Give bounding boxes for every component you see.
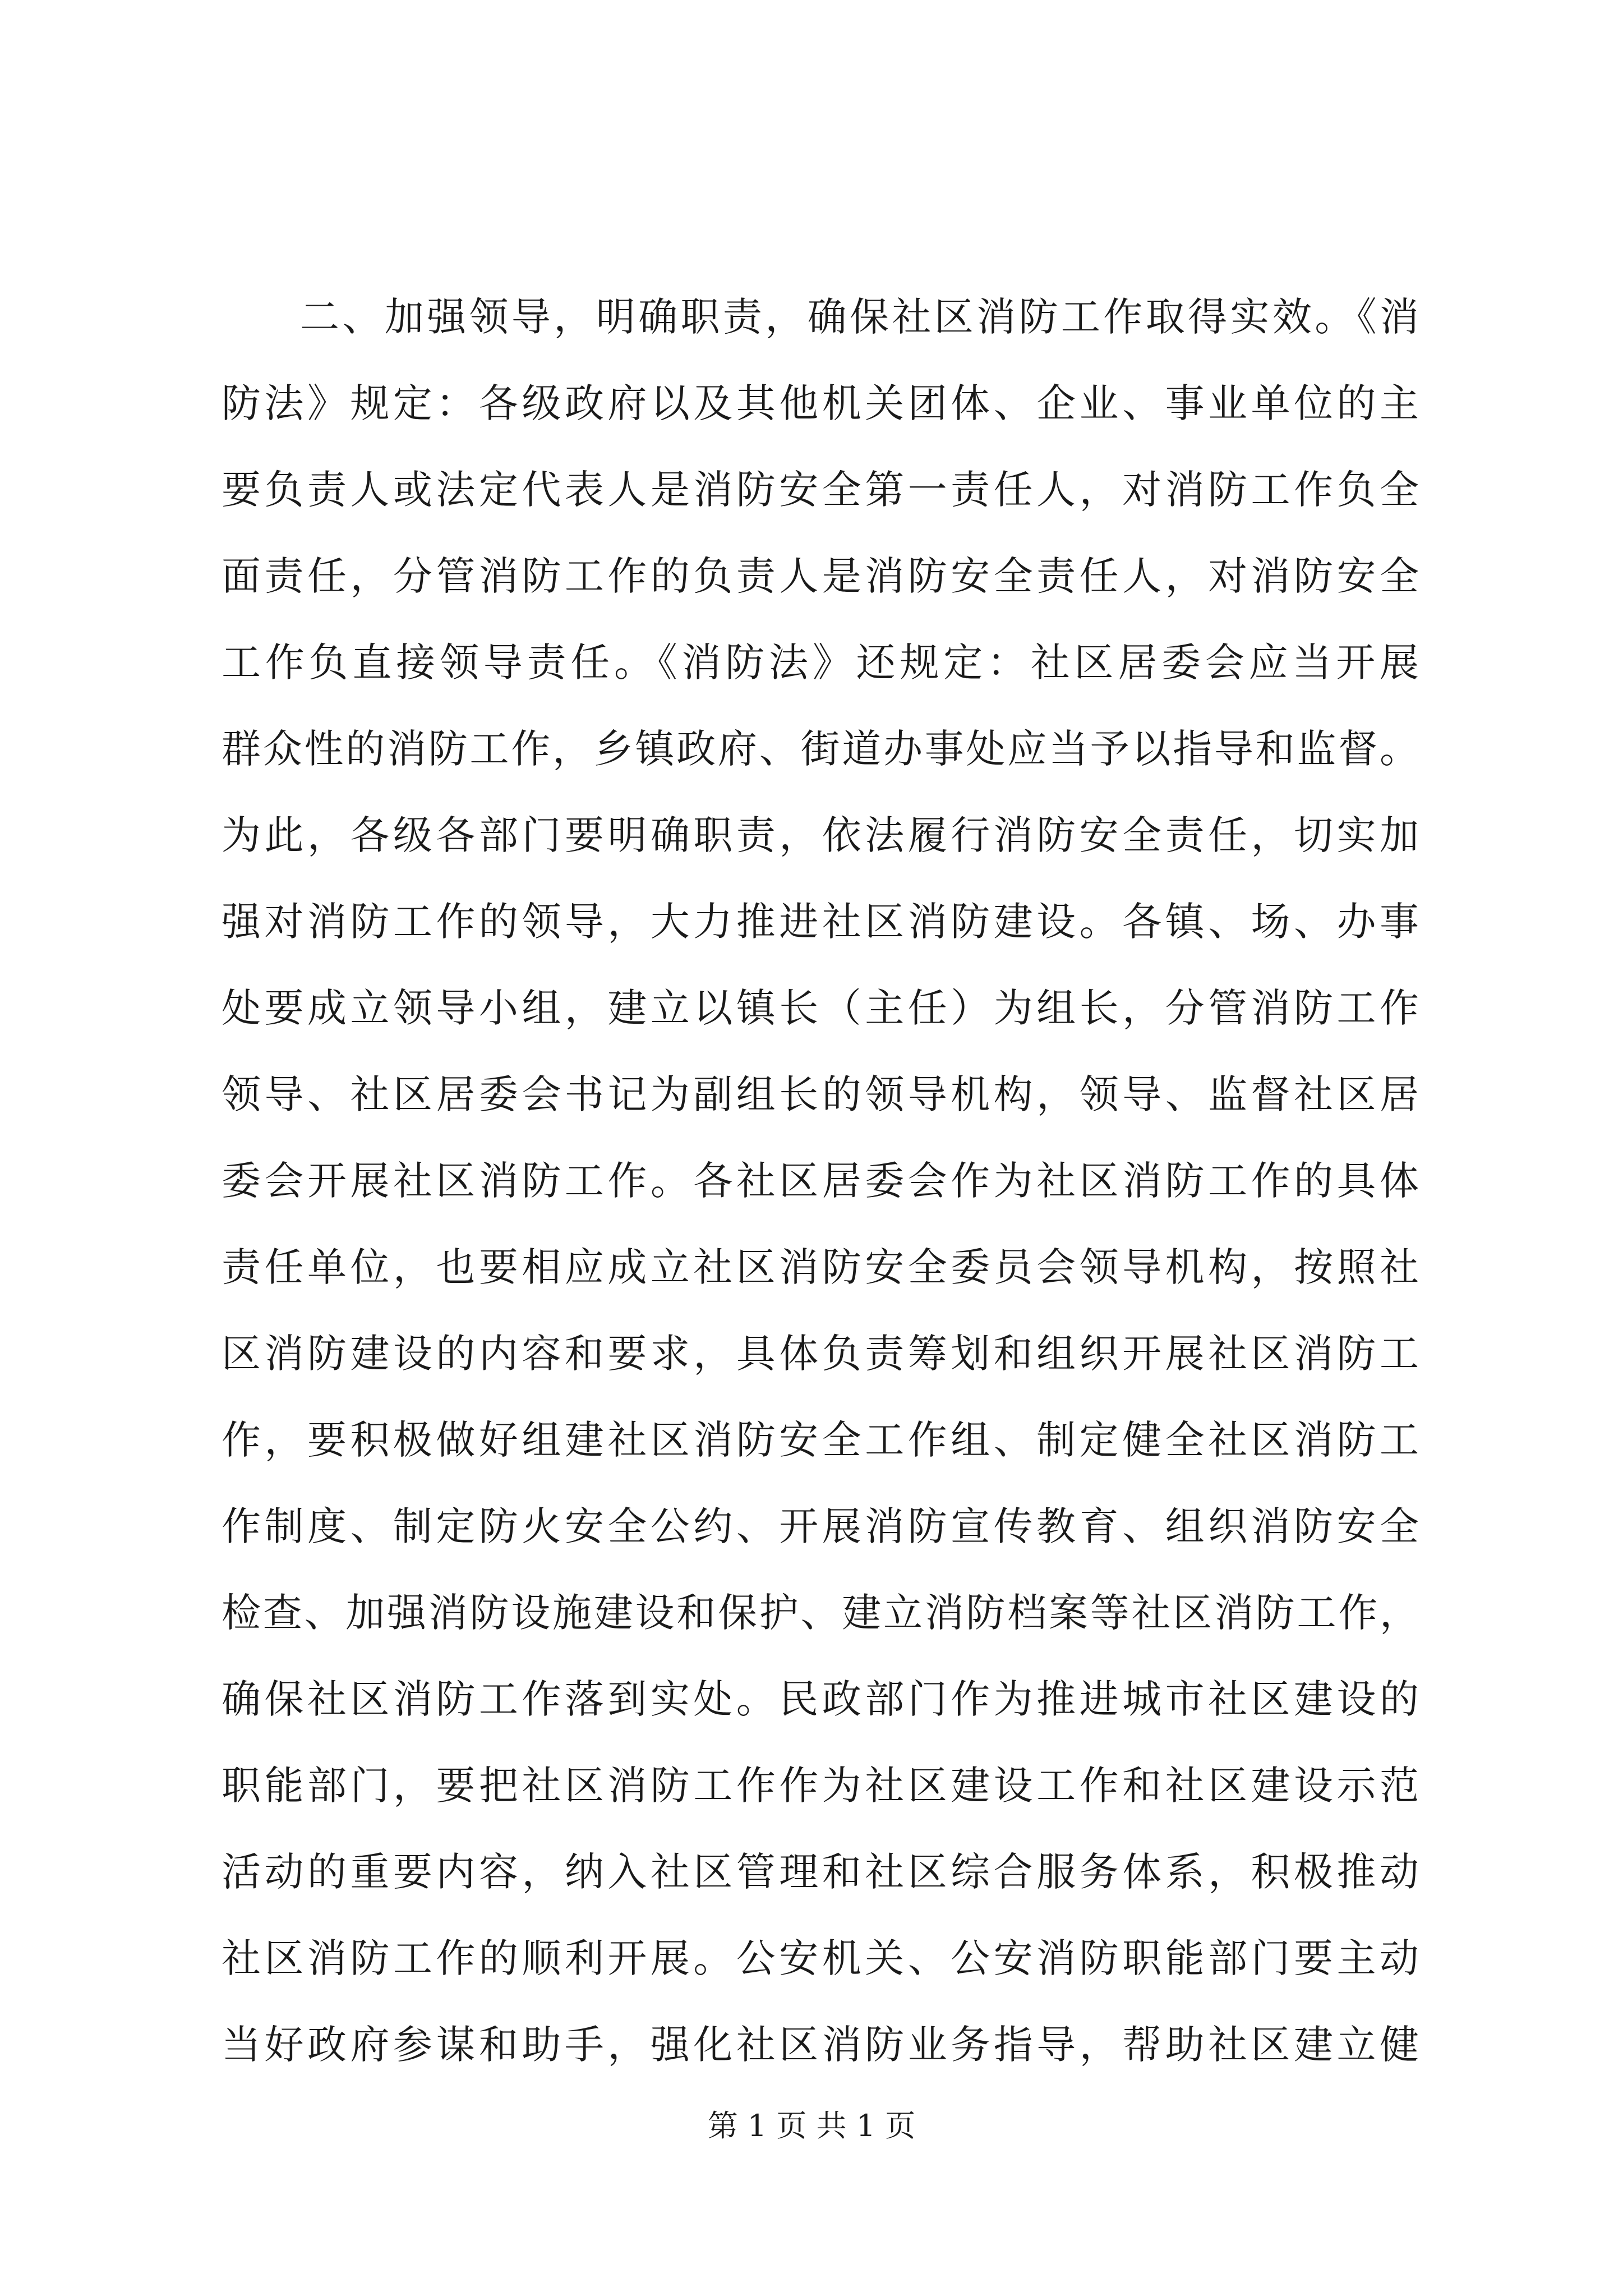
paragraph-line: 责任单位，也要相应成立社区消防安全委员会领导机构，按照社 <box>222 1244 1419 1290</box>
paragraph-line: 职能部门，要把社区消防工作作为社区建设工作和社区建设示范 <box>222 1763 1419 1809</box>
paragraph-line: 领导、社区居委会书记为副组长的领导机构，领导、监督社区居 <box>222 1071 1419 1117</box>
paragraph-line: 作，要积极做好组建社区消防安全工作组、制定健全社区消防工 <box>222 1417 1419 1463</box>
paragraph-line: 强对消防工作的领导，大力推进社区消防建设。各镇、场、办事 <box>222 899 1419 945</box>
paragraph-line: 委会开展社区消防工作。各社区居委会作为社区消防工作的具体 <box>222 1158 1419 1204</box>
paragraph-line: 二、加强领导，明确职责，确保社区消防工作取得实效。《消 <box>300 294 1419 340</box>
document-body <box>222 274 1419 2088</box>
paragraph-line: 为此，各级各部门要明确职责，依法履行消防安全责任，切实加 <box>222 812 1419 858</box>
paragraph-line: 防法》规定：各级政府以及其他机关团体、企业、事业单位的主 <box>222 380 1419 426</box>
page-footer: 第 1 页 共 1 页 <box>707 2108 916 2143</box>
paragraph-line: 作制度、制定防火安全公约、开展消防宣传教育、组织消防安全 <box>222 1503 1419 1549</box>
paragraph-line: 面责任，分管消防工作的负责人是消防安全责任人，对消防安全 <box>222 553 1419 599</box>
paragraph-line: 处要成立领导小组，建立以镇长（主任）为组长，分管消防工作 <box>222 985 1419 1031</box>
paragraph-line: 群众性的消防工作，乡镇政府、街道办事处应当予以指导和监督。 <box>222 726 1419 772</box>
paragraph-line: 要负责人或法定代表人是消防安全第一责任人，对消防工作负全 <box>222 467 1419 513</box>
paragraph-line: 确保社区消防工作落到实处。民政部门作为推进城市社区建设的 <box>222 1676 1419 1722</box>
paragraph-line: 社区消防工作的顺利开展。公安机关、公安消防职能部门要主动 <box>222 1935 1419 1981</box>
paragraph-line: 当好政府参谋和助手，强化社区消防业务指导，帮助社区建立健 <box>222 2022 1419 2068</box>
paragraph-line: 工作负直接领导责任。《消防法》还规定：社区居委会应当开展 <box>222 639 1419 685</box>
paragraph-line: 检查、加强消防设施建设和保护、建立消防档案等社区消防工作， <box>222 1590 1419 1636</box>
paragraph-line: 区消防建设的内容和要求，具体负责筹划和组织开展社区消防工 <box>222 1331 1419 1377</box>
paragraph-line: 活动的重要内容，纳入社区管理和社区综合服务体系，积极推动 <box>222 1849 1419 1895</box>
